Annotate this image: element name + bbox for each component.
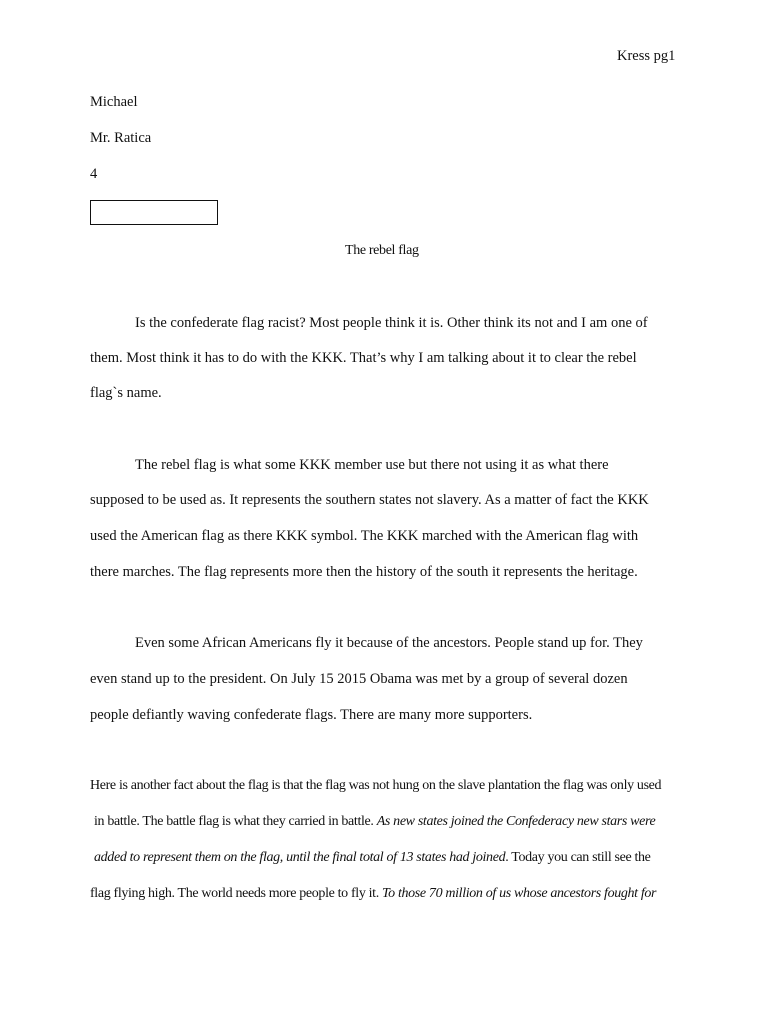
paragraph-4-line-3 bbox=[94, 849, 651, 867]
paragraph-4-line-2-italic: As new states joined the Confederacy new stars were bbox=[376, 814, 656, 829]
paragraph-4-line-4-italic: To those 70 million of us whose ancestors fought for bbox=[382, 886, 657, 901]
empty-box bbox=[90, 200, 218, 225]
running-head: Kress pg1 bbox=[617, 48, 676, 64]
paragraph-4-line-4 bbox=[90, 885, 656, 903]
paragraph-3-line-3: people defiantly waving confederate flags. There are many more supporters. bbox=[90, 707, 533, 723]
essay-title: The rebel flag bbox=[345, 243, 419, 258]
paragraph-4-line-2 bbox=[94, 813, 655, 831]
teacher-name: Mr. Ratica bbox=[90, 130, 152, 146]
paragraph-4-line-2-plain: in battle. The battle flag is what they carried in battle. bbox=[94, 814, 374, 829]
paragraph-2-line-2: supposed to be used as. It represents the southern states not slavery. As a matter of fact the KKK bbox=[90, 492, 649, 508]
paragraph-4-line-3-plain: . Today you can still see the bbox=[505, 850, 651, 865]
student-name: Michael bbox=[90, 94, 138, 110]
paragraph-1-line-1: Is the confederate flag racist? Most people think it is. Other think its not and I am one of bbox=[135, 315, 648, 331]
paragraph-2-line-3: used the American flag as there KKK symbol. The KKK marched with the American flag with bbox=[90, 528, 639, 544]
paragraph-2-line-4: there marches. The flag represents more then the history of the south it represents the heritage. bbox=[90, 564, 638, 580]
paragraph-3-line-2: even stand up to the president. On July 15 2015 Obama was met by a group of several dozen bbox=[90, 671, 628, 687]
paragraph-4-line-3-italic: added to represent them on the flag, until the final total of 13 states had joined bbox=[94, 850, 506, 865]
paragraph-4-line-1: Here is another fact about the flag is that the flag was not hung on the slave plantation the flag was only used bbox=[90, 778, 662, 793]
paragraph-1-line-2: them. Most think it has to do with the KKK. That’s why I am talking about it to clear the rebel bbox=[90, 350, 637, 366]
paragraph-2-line-1: The rebel flag is what some KKK member use but there not using it as what there bbox=[135, 457, 609, 473]
paragraph-1-line-3: flag`s name. bbox=[90, 385, 162, 401]
paragraph-3-line-1: Even some African Americans fly it because of the ancestors. People stand up for. They bbox=[135, 635, 643, 651]
paragraph-4-line-4-plain: flag flying high. The world needs more people to fly it. bbox=[90, 886, 379, 901]
class-period: 4 bbox=[90, 166, 98, 182]
